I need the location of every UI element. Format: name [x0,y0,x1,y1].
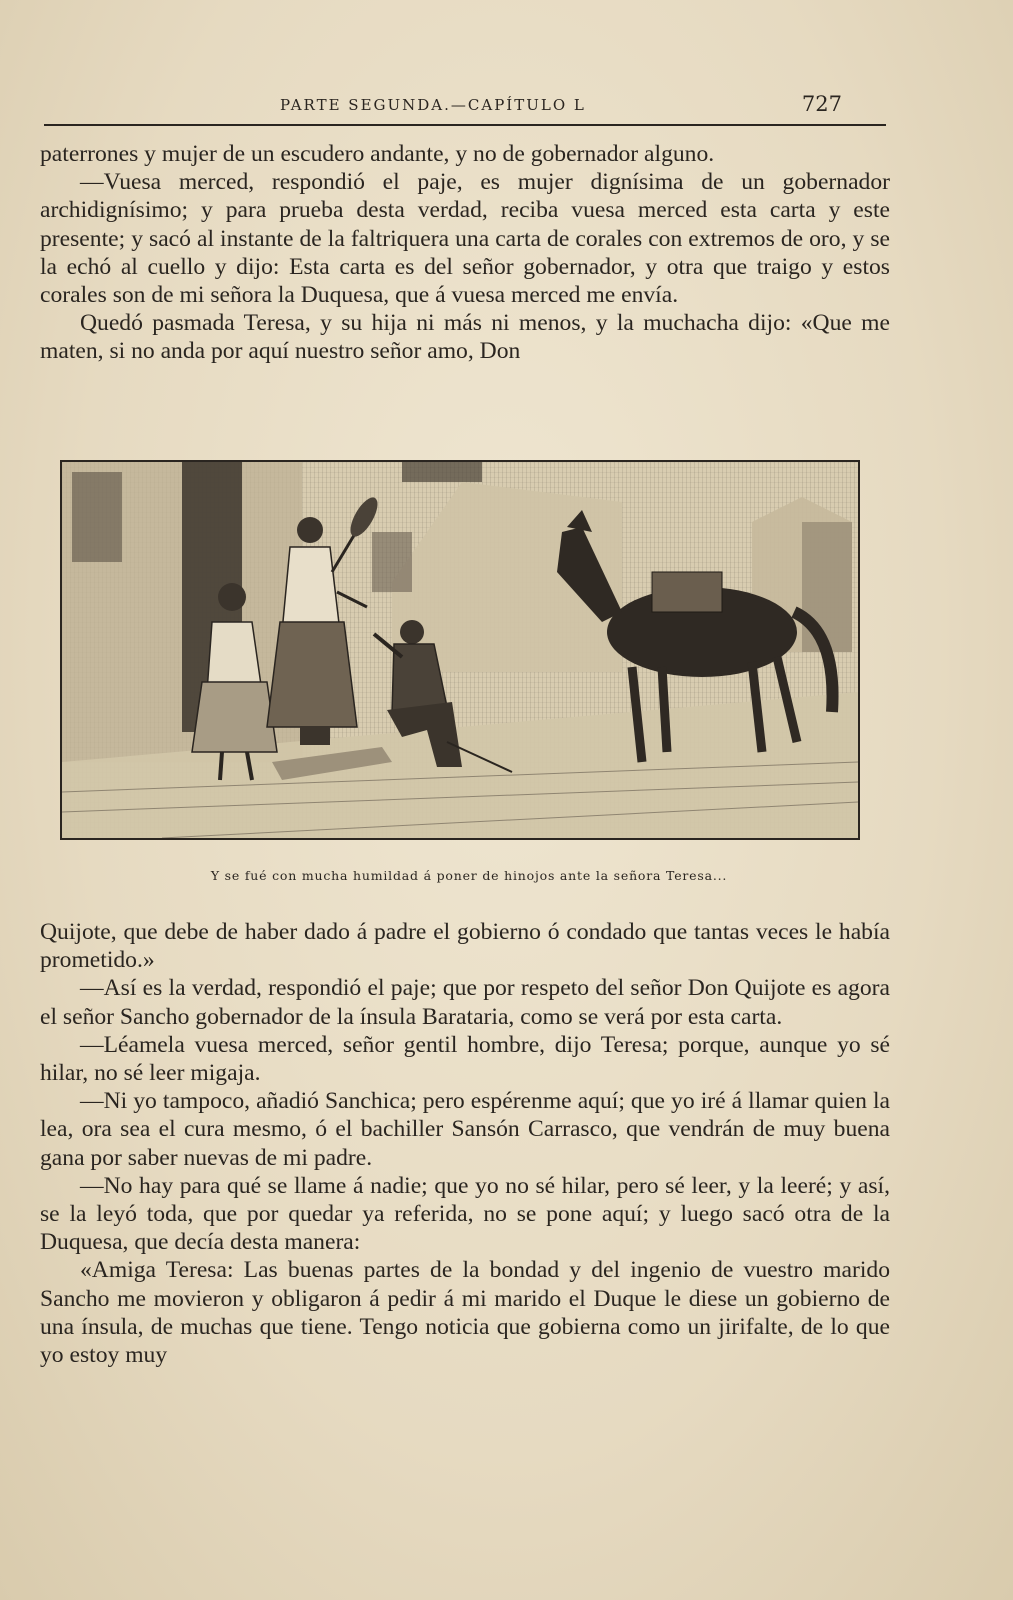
top-text-block [40,140,890,366]
paragraph: —No hay para qué se llame á nadie; que yo no sé hilar, pero sé leer, y la leeré; y así, se la leyó toda, que por quedar ya referida, no se pone aquí; y luego sacó otra de la Duquesa, que decía desta manera: [40,1172,890,1256]
paragraph: —Así es la verdad, respondió el paje; que por respeto del señor Don Quijote es agora el señor Sancho gobernador de la ínsula Barataria, como se verá por esta carta. [40,975,890,1030]
paragraph: paterrones y mujer de un escudero andante, y no de gobernador alguno. [40,141,715,167]
paragraph: —Léamela vuesa merced, señor gentil hombre, dijo Teresa; porque, aunque yo sé hilar, no sé leer migaja. [40,1031,890,1087]
paragraph: Quedó pasmada Teresa, y su hija ni más ni menos, y la muchacha dijo: «Que me maten, si no anda por aquí nuestro señor amo, Don [40,310,890,365]
paragraph: Quijote, que debe de haber dado á padre el gobierno ó condado que tantas veces le había prometido.» [40,919,890,974]
figure-caption: Y se fué con mucha humildad á poner de hinojos ante la señora Teresa... [210,868,728,883]
page-header [44,90,886,126]
engraving-illustration [60,460,860,840]
page-number: 727 [801,92,842,116]
bottom-text-block [40,918,890,1369]
paragraph: —Vuesa merced, respondió el paje, es mujer dignísima de un gobernador archidignísimo; y para prueba desta verdad, reciba vuesa merced esta carta y este presente; y sacó al instante de la faltriquera una carta de corales con extremos de oro, y se la echó al cuello y dijo: Esta carta es del señor gobernador, y otra que traigo y estos corales son de mi señora la Duquesa, que á vuesa merced me envía. [40,169,890,309]
running-head: PARTE SEGUNDA.—CAPÍTULO L [280,96,586,114]
paragraph: —Ni yo tampoco, añadió Sanchica; pero espérenme aquí; que yo iré á llamar quien la lea, ora sea el cura mesmo, ó el bachiller Sansón Carrasco, que vendrán de muy buena gana por saber nuevas de mi padre. [40,1088,890,1171]
engraving-image [62,462,858,838]
paragraph: «Amiga Teresa: Las buenas partes de la bondad y del ingenio de vuestro marido Sancho me movieron y obligaron á pedir á mi marido el Duque le diese un gobierno de una ínsula, de muchas que tiene. Tengo noticia que gobierna como un jirifalte, de lo que yo estoy muy [40,1257,890,1369]
